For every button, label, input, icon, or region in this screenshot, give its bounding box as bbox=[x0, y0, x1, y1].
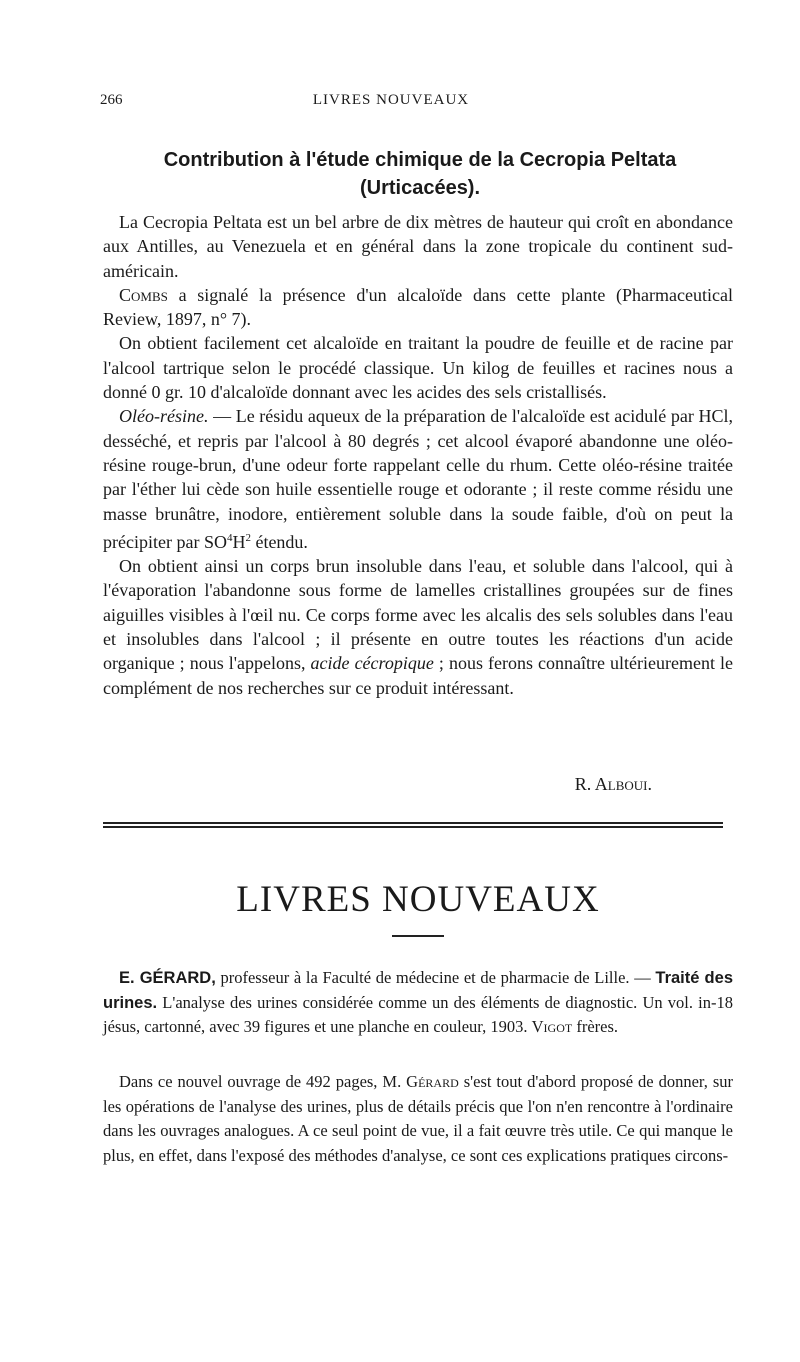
formula-sub-1: 4 bbox=[226, 531, 233, 544]
paragraph-4 bbox=[103, 404, 733, 554]
paragraph-5 bbox=[103, 554, 733, 700]
paragraph-2-text: a signalé la présence d'un alcaloïde dans cette plante (Pharmaceutical Review, 1897, n° 7). bbox=[103, 284, 733, 330]
review-paragraph-1 bbox=[103, 1070, 733, 1168]
review-body bbox=[103, 1070, 733, 1168]
review-text-b: s'est tout d'abord proposé de donner, sur les opérations de l'analyse des urines, plus de détails précis que l'on n'en rencontre à l'ordinaire dans les ouvrages analogues. A ce seul point de vue, il a fait œuvre très utile. Ce qui manque le plus, en effet, dans l'exposé des méthodes d'analyse, ce sont ces explications pratiques circons- bbox=[103, 1072, 733, 1165]
book-reference-paragraph bbox=[103, 966, 733, 1040]
divider-rule-top bbox=[103, 822, 723, 824]
section-title: LIVRES NOUVEAUX bbox=[236, 879, 600, 920]
paragraph-1: La Cecropia Peltata est un bel arbre de dix mètres de hauteur qui croît en abondance aux Antilles, au Venezuela et en général dans la zone tropicale du continent sud-américain. bbox=[103, 212, 733, 281]
article-title-line1: Contribution à l'étude chimique de la Cecropia Peltata bbox=[163, 149, 677, 171]
paragraph-3: On obtient facilement cet alcaloïde en traitant la poudre de feuille et de racine par l'alcool tartrique selon le procédé classique. Un kilog de feuilles et racines nous a donné 0 gr. 10 d'alcaloïde donnant avec les acides des sels cristallisés. bbox=[103, 333, 733, 403]
ref-author: E. GÉRARD, bbox=[119, 969, 216, 987]
paragraph-5-text-b: ; nous ferons connaître ultérieurement le complément de nos recherches sur ce produit intéressant. bbox=[103, 653, 733, 698]
running-title: LIVRES NOUVEAUX bbox=[312, 92, 470, 108]
article-title-line2: (Urticacées). bbox=[359, 177, 481, 199]
article-body bbox=[103, 210, 733, 700]
ref-work-title: Traité des urines. bbox=[103, 969, 733, 1012]
ref-publisher: Vigot bbox=[531, 1017, 573, 1036]
paragraph-5-text-a: On obtient ainsi un corps brun insoluble dans l'eau, et soluble dans l'alcool, qui à l'évaporation l'abandonne sous forme de lamelles cristallines groupées sur de fines aiguilles visibles à l'œil nu. Ce corps forme avec les alcalis des sels solubles dans l'eau et insolubles dans l'alcool ; il présente en outre toutes les réactions d'un acide organique ; nous l'appelons, bbox=[103, 556, 733, 674]
signature: R. Alboui. bbox=[574, 774, 652, 794]
review-text-a: Dans ce nouvel ouvrage de 492 pages, M. bbox=[119, 1072, 407, 1091]
page-number: 266 bbox=[100, 92, 123, 108]
formula-h: H bbox=[232, 531, 246, 552]
ref-text-c: frères. bbox=[572, 1017, 619, 1036]
review-author-name: Gérard bbox=[406, 1072, 459, 1091]
article-title bbox=[100, 146, 740, 202]
page-header bbox=[100, 92, 682, 112]
paragraph-4-text-b: étendu. bbox=[250, 531, 308, 552]
ref-text-a: professeur à la Faculté de médecine et de pharmacie de Lille. — bbox=[215, 968, 656, 987]
acid-name: acide cécropique bbox=[310, 653, 434, 674]
author-combs: Combs bbox=[119, 284, 168, 305]
paragraph-2 bbox=[103, 283, 733, 332]
section-title-rule bbox=[392, 935, 444, 937]
divider-rule-bottom bbox=[103, 826, 723, 828]
paragraph-4-text-a: — Le résidu aqueux de la préparation de l'alcaloïde est acidulé par HCl, desséché, et repris par l'alcool à 80 degrés ; cet alcool évaporé abandonne une oléo-résine rouge-brun, d'une odeur forte rappelant celle du rhum. Cette oléo-résine traitée par l'éther lui cède son huile essentielle rouge et odorante ; il reste comme résidu une masse brunâtre, inodore, entièrement soluble dans la soude faible, d'où on peut la précipiter par SO bbox=[103, 406, 733, 552]
oleo-resine-label: Oléo-résine. bbox=[119, 406, 209, 427]
book-reference bbox=[103, 966, 733, 1040]
formula-sub-2: 2 bbox=[245, 531, 251, 544]
ref-text-b: L'analyse des urines considérée comme un des éléments de diagnostic. Un vol. in-18 jésus, cartonné, avec 39 figures et une planche en couleur, 1903. bbox=[103, 992, 733, 1036]
